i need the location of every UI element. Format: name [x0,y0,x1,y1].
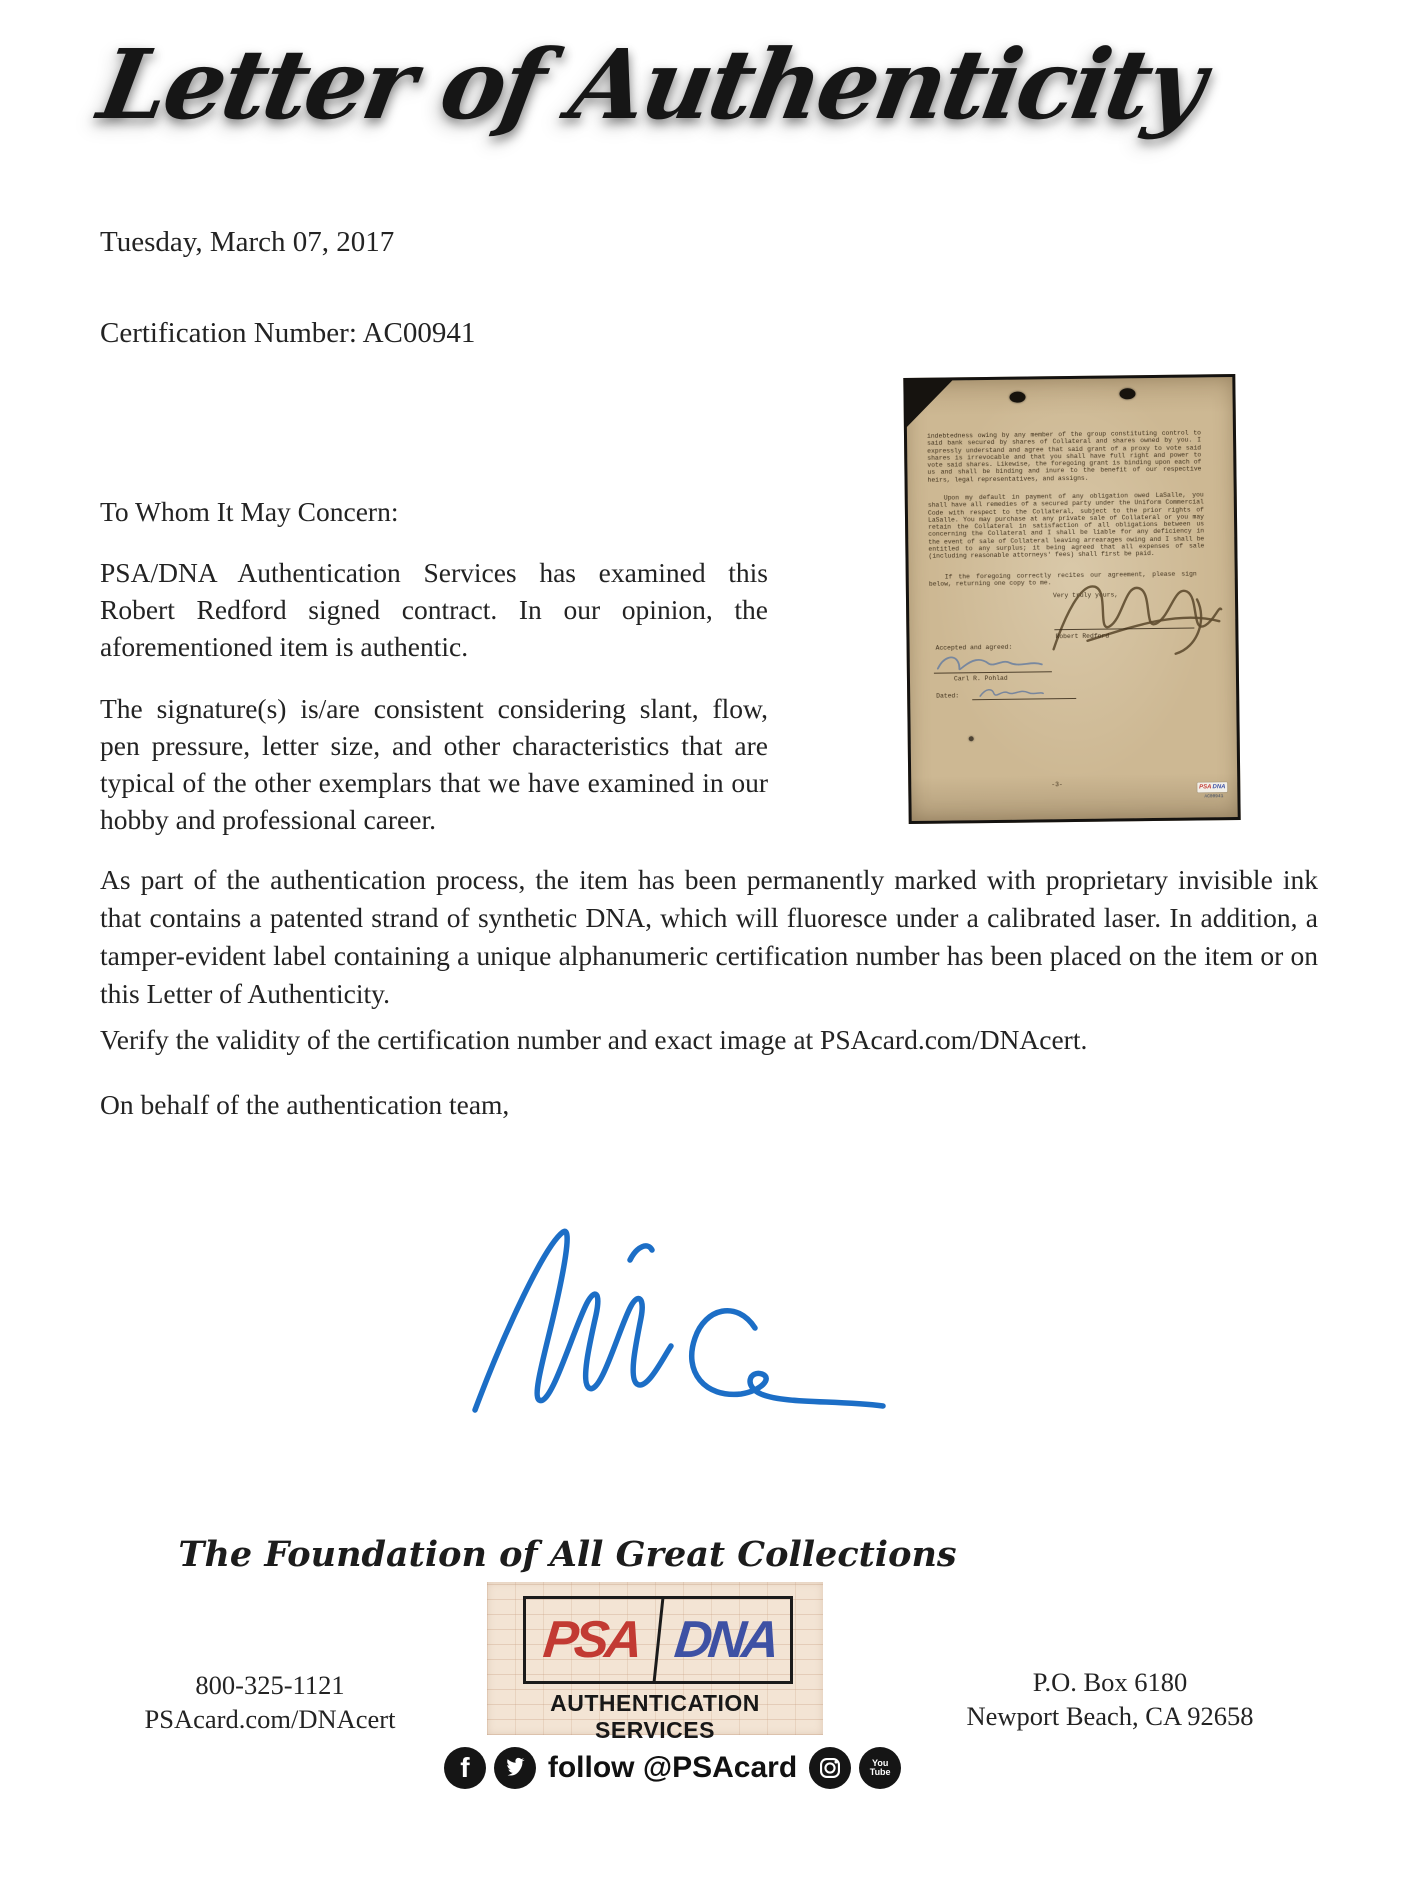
social-row [460,1746,891,1790]
accepted-label: Accepted and agreed: [935,643,1013,652]
tagline: The Foundation of All Great Collections [178,1534,957,1575]
dated-underline [972,698,1076,700]
twitter-icon [494,1747,536,1789]
robert-redford-signature [1047,569,1226,663]
youtube-label-top: You [871,1758,889,1768]
paragraph-opinion: PSA/DNA Authentication Services has examined this Robert Redford signed contract. In our opinion, the aforementioned item is authentic. [100,557,768,662]
contract-corner-fold [905,379,954,428]
psa-dna-logo [487,1582,823,1743]
contract-paragraph-3: If the foregoing correctly recites our agreement, please sign below, returning one copy to me. [928,570,1197,589]
logo-subtitle: AUTHENTICATION SERVICES [550,1690,760,1743]
contract-paragraph-2: Upon my default in payment of any obligation owed LaSalle, you shall have all remedies of a secured party under the Uniform Commercial Code with respect to the Collateral, subject to the prior rights of LaSalle. You may purchase at any private sale of Collateral or you may retain the Collateral in satisfaction of all obligations between us concerning the Collateral and I shall be liable for any deficiency in the event of sale of Collateral leaving arrearages owing and I shall be entitled to any surplus; it being agreed that all expenses of sale (including reasonable attorneys' fees) shall first be paid. [927,491,1205,561]
contract-closing: Very truly yours, [1052,591,1119,600]
instagram-icon [809,1747,851,1789]
hole-punch-left [1009,392,1025,403]
contract-paragraph-1: indebtedness owing by any member of the group constituting control to said bank secured by shares of Collateral and shares owned by you. I expressly understand and agree that said grant of a proxy to vote said shares is irrevocable and that you shall have full right and power to vote said shares. Likewise, the foregoing grant is binding upon each of us and shall be binding and inure to the benefit of our respective heirs, legal representatives, and assigns. [926,429,1202,484]
facebook-icon: f [444,1747,486,1789]
dated-label: Dated: [936,692,960,700]
footer-contact-left [110,1668,430,1736]
hole-punch-right [1119,388,1135,399]
logo-dna: DNA [671,1611,779,1669]
certification-line [100,317,475,350]
accepted-typed-name: Carl R. Pohlad [953,674,1008,683]
footer-city: Newport Beach, CA 92658 [966,1701,1254,1731]
sticker-number: AC00941 [1204,794,1224,800]
sticker-dna: DNA [1212,784,1226,791]
contract-page-number: -3- [1051,781,1063,789]
youtube-label-bottom: Tube [869,1767,891,1777]
footer-po-box: P.O. Box 6180 [1032,1667,1188,1697]
sticker-psa: PSA [1199,784,1212,791]
contract-signer-name: Robert Redford [1055,632,1110,641]
salutation: To Whom It May Concern: [100,496,399,527]
paragraph-verify: Verify the validity of the certification number and exact image at PSAcard.com/DNAcert. [100,1024,1088,1055]
paragraph-closing: On behalf of the authentication team, [100,1089,510,1120]
logo-frame [523,1596,793,1684]
authenticator-signature [405,1200,895,1435]
follow-text: follow @PSAcard [547,1751,798,1784]
psa-dna-sticker [1197,782,1227,792]
paragraph-dna-marking: As part of the authentication process, the item has been permanently marked with proprietary invisible ink that contains a patented strand of synthetic DNA, which will fluoresce under a calibrated laser. In addition, a tamper-evident label containing a unique alphanumeric certification number has been placed on the item or on this Letter of Authenticity. [100,864,1318,1009]
footer-phone: 800-325-1121 [195,1670,345,1700]
letter-date: Tuesday, March 07, 2017 [100,226,395,258]
footer-contact-right [945,1665,1275,1733]
logo-psa: PSA [522,1599,664,1681]
contract-photo [903,374,1240,824]
youtube-icon [859,1747,901,1789]
certification-label: Certification Number: [100,317,357,349]
paragraph-signature-analysis: The signature(s) is/are consistent considering slant, flow, pen pressure, letter size, and other characteristics that are typical of the other exemplars that we have examined in our hobby and professional career. [100,693,768,835]
certification-number: AC00941 [362,317,476,349]
paper-speck [969,736,974,741]
footer-website: PSAcard.com/DNAcert [144,1704,396,1734]
letter-title: Letter of Authenticity [91,28,1212,141]
